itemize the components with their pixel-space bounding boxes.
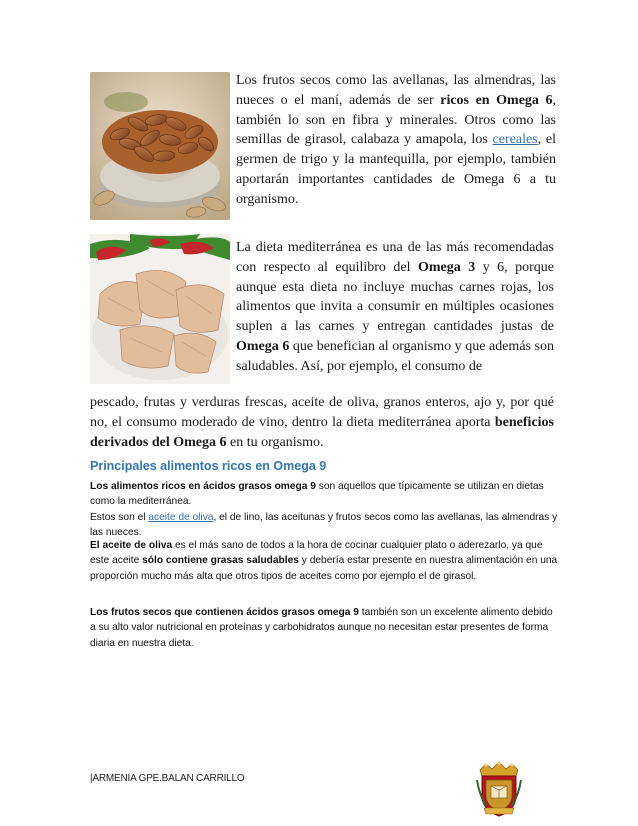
omega9-heading: Principales alimentos ricos en Omega 9 xyxy=(90,459,327,473)
nuts-omega9-paragraph: Los frutos secos que contienen ácidos grasos omega 9 también son un excelente alimento debido a su alto valor nutricional en proteínas y carbohidratos aunque no necesitan estar presentes de forma diaria en nuestra dieta. xyxy=(90,607,553,649)
mediterranean-diet-paragraph: La dieta mediterránea es una de las más recomendadas con respecto al equilibro del Omega 3 y 6, porque aunque esta dieta no incluye muchas carnes rojas, los alimentos que invita a consumir en múltiples ocasiones suplen a las carnes y entregan cantidades justas de Omega 6 que benefician al organismo y que además son saludables. Así, por ejemplo, el consumo de xyxy=(236,240,555,374)
aceite-de-oliva-link[interactable]: aceite de oliva xyxy=(148,511,214,523)
tuna-salad-photo xyxy=(90,234,230,384)
omega9-foods-paragraph: Los alimentos ricos en ácidos grasos omega 9 son aquellos que típicamente se utilizan en dietas como la mediterránea. Estos son el aceite de oliva, el de lino, las aceitunas y frutos secos como las avellanas, las almendras y las nueces. xyxy=(90,481,558,539)
olive-oil-paragraph: El aceite de oliva es el más sano de todos a la hora de cocinar cualquier plato o aderezarlo, ya que este aceite sólo contiene grasas saludables y debería estar presente en nuestra alimentación en una proporción mucho más alta que otros tipos de aceites como por ejemplo el de girasol. xyxy=(90,540,558,582)
omega6-nuts-paragraph: Los frutos secos como las avellanas, las almendras, las nueces o el maní, además de ser ricos en Omega 6, también lo son en fibra y minerales. Otros como las semillas de girasol, calabaza y amapola, los cereales, el germen de trigo y la mantequilla, por ejemplo, también aportarán importantes cantidades de Omega 6 a tu organismo. xyxy=(236,73,556,207)
almonds-photo xyxy=(90,72,230,220)
mediterranean-diet-continuation: pescado, frutas y verduras frescas, aceite de oliva, granos enteros, ajo y, por qué no, el consumo moderado de vino, dentro la dieta mediterránea aporta beneficios derivados del Omega 6 en tu organismo. xyxy=(90,395,554,450)
footer-author: |ARMENIA GPE.BALAN CARRILLO xyxy=(90,773,245,784)
crest-logo xyxy=(474,760,524,818)
cereales-link[interactable]: cereales xyxy=(492,132,538,148)
